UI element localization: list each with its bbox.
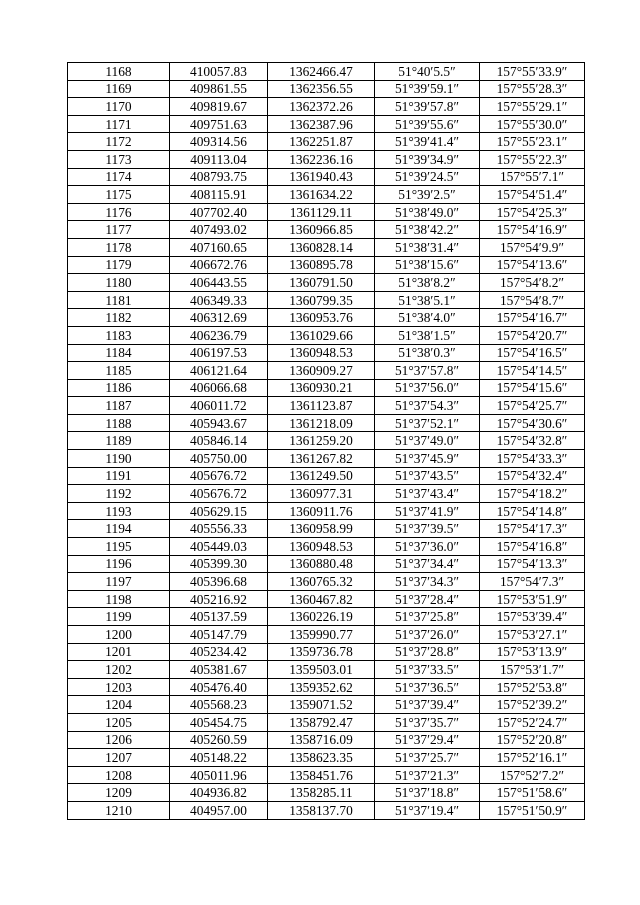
longitude-cell: 157°52′24.7″ [480, 713, 585, 731]
y-coordinate-cell: 1361634.22 [268, 186, 375, 204]
x-coordinate-cell: 406443.55 [170, 274, 268, 292]
x-coordinate-cell: 408793.75 [170, 168, 268, 186]
coordinates-table-body [68, 63, 585, 820]
table-row [68, 150, 585, 168]
table-row [68, 590, 585, 608]
y-coordinate-cell: 1360953.76 [268, 309, 375, 327]
latitude-cell: 51°39′2.5″ [375, 186, 480, 204]
longitude-cell: 157°54′13.6″ [480, 256, 585, 274]
y-coordinate-cell: 1360911.76 [268, 502, 375, 520]
y-coordinate-cell: 1362387.96 [268, 115, 375, 133]
y-coordinate-cell: 1358623.35 [268, 749, 375, 767]
x-coordinate-cell: 405750.00 [170, 450, 268, 468]
point-number-cell: 1176 [68, 203, 170, 221]
y-coordinate-cell: 1361129.11 [268, 203, 375, 221]
x-coordinate-cell: 410057.83 [170, 63, 268, 81]
point-number-cell: 1193 [68, 502, 170, 520]
point-number-cell: 1180 [68, 274, 170, 292]
longitude-cell: 157°52′53.8″ [480, 678, 585, 696]
latitude-cell: 51°40′5.5″ [375, 63, 480, 81]
y-coordinate-cell: 1360966.85 [268, 221, 375, 239]
x-coordinate-cell: 406121.64 [170, 362, 268, 380]
y-coordinate-cell: 1361267.82 [268, 450, 375, 468]
longitude-cell: 157°55′23.1″ [480, 133, 585, 151]
x-coordinate-cell: 409861.55 [170, 80, 268, 98]
table-row [68, 115, 585, 133]
table-row [68, 168, 585, 186]
longitude-cell: 157°54′20.7″ [480, 326, 585, 344]
table-row [68, 502, 585, 520]
point-number-cell: 1205 [68, 713, 170, 731]
y-coordinate-cell: 1360977.31 [268, 485, 375, 503]
y-coordinate-cell: 1362236.16 [268, 150, 375, 168]
table-row [68, 238, 585, 256]
latitude-cell: 51°37′34.4″ [375, 555, 480, 573]
x-coordinate-cell: 405629.15 [170, 502, 268, 520]
latitude-cell: 51°37′45.9″ [375, 450, 480, 468]
point-number-cell: 1198 [68, 590, 170, 608]
longitude-cell: 157°52′39.2″ [480, 696, 585, 714]
y-coordinate-cell: 1361123.87 [268, 397, 375, 415]
longitude-cell: 157°54′13.3″ [480, 555, 585, 573]
y-coordinate-cell: 1362372.26 [268, 98, 375, 116]
point-number-cell: 1178 [68, 238, 170, 256]
point-number-cell: 1181 [68, 291, 170, 309]
table-row [68, 98, 585, 116]
y-coordinate-cell: 1358792.47 [268, 713, 375, 731]
x-coordinate-cell: 406011.72 [170, 397, 268, 415]
y-coordinate-cell: 1361249.50 [268, 467, 375, 485]
latitude-cell: 51°37′19.4″ [375, 801, 480, 819]
x-coordinate-cell: 406312.69 [170, 309, 268, 327]
table-row [68, 274, 585, 292]
x-coordinate-cell: 405381.67 [170, 661, 268, 679]
latitude-cell: 51°39′55.6″ [375, 115, 480, 133]
x-coordinate-cell: 405476.40 [170, 678, 268, 696]
x-coordinate-cell: 405396.68 [170, 573, 268, 591]
longitude-cell: 157°55′33.9″ [480, 63, 585, 81]
longitude-cell: 157°54′7.3″ [480, 573, 585, 591]
point-number-cell: 1174 [68, 168, 170, 186]
latitude-cell: 51°38′8.2″ [375, 274, 480, 292]
longitude-cell: 157°54′18.2″ [480, 485, 585, 503]
x-coordinate-cell: 405449.03 [170, 538, 268, 556]
longitude-cell: 157°54′14.5″ [480, 362, 585, 380]
latitude-cell: 51°37′29.4″ [375, 731, 480, 749]
x-coordinate-cell: 405260.59 [170, 731, 268, 749]
latitude-cell: 51°37′41.9″ [375, 502, 480, 520]
latitude-cell: 51°37′35.7″ [375, 713, 480, 731]
table-row [68, 749, 585, 767]
point-number-cell: 1200 [68, 626, 170, 644]
table-row [68, 555, 585, 573]
y-coordinate-cell: 1359990.77 [268, 626, 375, 644]
point-number-cell: 1186 [68, 379, 170, 397]
table-row [68, 80, 585, 98]
y-coordinate-cell: 1361218.09 [268, 414, 375, 432]
y-coordinate-cell: 1360467.82 [268, 590, 375, 608]
y-coordinate-cell: 1359071.52 [268, 696, 375, 714]
latitude-cell: 51°39′24.5″ [375, 168, 480, 186]
table-row [68, 678, 585, 696]
x-coordinate-cell: 405676.72 [170, 467, 268, 485]
point-number-cell: 1189 [68, 432, 170, 450]
latitude-cell: 51°37′36.5″ [375, 678, 480, 696]
point-number-cell: 1208 [68, 766, 170, 784]
latitude-cell: 51°38′1.5″ [375, 326, 480, 344]
latitude-cell: 51°37′54.3″ [375, 397, 480, 415]
table-row [68, 766, 585, 784]
table-row [68, 414, 585, 432]
longitude-cell: 157°51′58.6″ [480, 784, 585, 802]
latitude-cell: 51°37′52.1″ [375, 414, 480, 432]
latitude-cell: 51°39′34.9″ [375, 150, 480, 168]
latitude-cell: 51°37′28.4″ [375, 590, 480, 608]
point-number-cell: 1201 [68, 643, 170, 661]
point-number-cell: 1190 [68, 450, 170, 468]
point-number-cell: 1206 [68, 731, 170, 749]
longitude-cell: 157°55′30.0″ [480, 115, 585, 133]
y-coordinate-cell: 1358285.11 [268, 784, 375, 802]
point-number-cell: 1197 [68, 573, 170, 591]
point-number-cell: 1194 [68, 520, 170, 538]
point-number-cell: 1182 [68, 309, 170, 327]
table-row [68, 801, 585, 819]
latitude-cell: 51°37′36.0″ [375, 538, 480, 556]
point-number-cell: 1199 [68, 608, 170, 626]
point-number-cell: 1188 [68, 414, 170, 432]
point-number-cell: 1187 [68, 397, 170, 415]
table-row [68, 608, 585, 626]
x-coordinate-cell: 405943.67 [170, 414, 268, 432]
longitude-cell: 157°54′51.4″ [480, 186, 585, 204]
longitude-cell: 157°54′8.7″ [480, 291, 585, 309]
x-coordinate-cell: 405011.96 [170, 766, 268, 784]
longitude-cell: 157°54′32.4″ [480, 467, 585, 485]
y-coordinate-cell: 1361259.20 [268, 432, 375, 450]
x-coordinate-cell: 409314.56 [170, 133, 268, 151]
x-coordinate-cell: 405148.22 [170, 749, 268, 767]
longitude-cell: 157°54′16.5″ [480, 344, 585, 362]
point-number-cell: 1185 [68, 362, 170, 380]
table-row [68, 344, 585, 362]
y-coordinate-cell: 1360948.53 [268, 344, 375, 362]
y-coordinate-cell: 1361029.66 [268, 326, 375, 344]
table-row [68, 63, 585, 81]
latitude-cell: 51°37′21.3″ [375, 766, 480, 784]
y-coordinate-cell: 1360226.19 [268, 608, 375, 626]
table-row [68, 661, 585, 679]
x-coordinate-cell: 405676.72 [170, 485, 268, 503]
y-coordinate-cell: 1360948.53 [268, 538, 375, 556]
y-coordinate-cell: 1358451.76 [268, 766, 375, 784]
y-coordinate-cell: 1360791.50 [268, 274, 375, 292]
latitude-cell: 51°37′43.4″ [375, 485, 480, 503]
point-number-cell: 1209 [68, 784, 170, 802]
latitude-cell: 51°37′33.5″ [375, 661, 480, 679]
table-row [68, 432, 585, 450]
point-number-cell: 1207 [68, 749, 170, 767]
longitude-cell: 157°55′29.1″ [480, 98, 585, 116]
point-number-cell: 1179 [68, 256, 170, 274]
x-coordinate-cell: 406236.79 [170, 326, 268, 344]
longitude-cell: 157°53′51.9″ [480, 590, 585, 608]
table-row [68, 291, 585, 309]
x-coordinate-cell: 408115.91 [170, 186, 268, 204]
table-row [68, 731, 585, 749]
x-coordinate-cell: 406066.68 [170, 379, 268, 397]
longitude-cell: 157°55′7.1″ [480, 168, 585, 186]
x-coordinate-cell: 406349.33 [170, 291, 268, 309]
point-number-cell: 1210 [68, 801, 170, 819]
longitude-cell: 157°54′25.3″ [480, 203, 585, 221]
x-coordinate-cell: 405399.30 [170, 555, 268, 573]
point-number-cell: 1192 [68, 485, 170, 503]
latitude-cell: 51°37′39.5″ [375, 520, 480, 538]
latitude-cell: 51°37′26.0″ [375, 626, 480, 644]
x-coordinate-cell: 405846.14 [170, 432, 268, 450]
point-number-cell: 1173 [68, 150, 170, 168]
longitude-cell: 157°54′16.9″ [480, 221, 585, 239]
latitude-cell: 51°39′41.4″ [375, 133, 480, 151]
latitude-cell: 51°37′25.7″ [375, 749, 480, 767]
table-row [68, 467, 585, 485]
y-coordinate-cell: 1360765.32 [268, 573, 375, 591]
longitude-cell: 157°54′33.3″ [480, 450, 585, 468]
point-number-cell: 1169 [68, 80, 170, 98]
longitude-cell: 157°53′1.7″ [480, 661, 585, 679]
point-number-cell: 1170 [68, 98, 170, 116]
x-coordinate-cell: 407160.65 [170, 238, 268, 256]
y-coordinate-cell: 1361940.43 [268, 168, 375, 186]
latitude-cell: 51°38′42.2″ [375, 221, 480, 239]
longitude-cell: 157°52′16.1″ [480, 749, 585, 767]
longitude-cell: 157°54′17.3″ [480, 520, 585, 538]
latitude-cell: 51°37′56.0″ [375, 379, 480, 397]
point-number-cell: 1196 [68, 555, 170, 573]
table-row [68, 221, 585, 239]
longitude-cell: 157°54′30.6″ [480, 414, 585, 432]
longitude-cell: 157°54′25.7″ [480, 397, 585, 415]
x-coordinate-cell: 405147.79 [170, 626, 268, 644]
latitude-cell: 51°38′0.3″ [375, 344, 480, 362]
latitude-cell: 51°38′5.1″ [375, 291, 480, 309]
longitude-cell: 157°52′20.8″ [480, 731, 585, 749]
point-number-cell: 1204 [68, 696, 170, 714]
x-coordinate-cell: 406197.53 [170, 344, 268, 362]
table-row [68, 397, 585, 415]
point-number-cell: 1183 [68, 326, 170, 344]
table-row [68, 696, 585, 714]
y-coordinate-cell: 1360799.35 [268, 291, 375, 309]
y-coordinate-cell: 1362251.87 [268, 133, 375, 151]
point-number-cell: 1175 [68, 186, 170, 204]
latitude-cell: 51°37′18.8″ [375, 784, 480, 802]
y-coordinate-cell: 1362356.55 [268, 80, 375, 98]
y-coordinate-cell: 1360958.99 [268, 520, 375, 538]
x-coordinate-cell: 404957.00 [170, 801, 268, 819]
x-coordinate-cell: 405454.75 [170, 713, 268, 731]
latitude-cell: 51°38′31.4″ [375, 238, 480, 256]
y-coordinate-cell: 1360930.21 [268, 379, 375, 397]
point-number-cell: 1195 [68, 538, 170, 556]
longitude-cell: 157°54′8.2″ [480, 274, 585, 292]
x-coordinate-cell: 405568.23 [170, 696, 268, 714]
longitude-cell: 157°54′14.8″ [480, 502, 585, 520]
x-coordinate-cell: 409751.63 [170, 115, 268, 133]
table-row [68, 485, 585, 503]
latitude-cell: 51°37′25.8″ [375, 608, 480, 626]
longitude-cell: 157°53′39.4″ [480, 608, 585, 626]
table-row [68, 520, 585, 538]
y-coordinate-cell: 1359352.62 [268, 678, 375, 696]
point-number-cell: 1172 [68, 133, 170, 151]
latitude-cell: 51°37′43.5″ [375, 467, 480, 485]
point-number-cell: 1203 [68, 678, 170, 696]
longitude-cell: 157°53′13.9″ [480, 643, 585, 661]
longitude-cell: 157°55′28.3″ [480, 80, 585, 98]
x-coordinate-cell: 407702.40 [170, 203, 268, 221]
y-coordinate-cell: 1362466.47 [268, 63, 375, 81]
latitude-cell: 51°37′39.4″ [375, 696, 480, 714]
point-number-cell: 1168 [68, 63, 170, 81]
table-row [68, 713, 585, 731]
table-row [68, 573, 585, 591]
point-number-cell: 1202 [68, 661, 170, 679]
longitude-cell: 157°51′50.9″ [480, 801, 585, 819]
latitude-cell: 51°37′49.0″ [375, 432, 480, 450]
table-row [68, 362, 585, 380]
point-number-cell: 1171 [68, 115, 170, 133]
longitude-cell: 157°54′32.8″ [480, 432, 585, 450]
x-coordinate-cell: 405216.92 [170, 590, 268, 608]
table-row [68, 133, 585, 151]
table-row [68, 379, 585, 397]
table-row [68, 203, 585, 221]
y-coordinate-cell: 1360909.27 [268, 362, 375, 380]
latitude-cell: 51°39′59.1″ [375, 80, 480, 98]
longitude-cell: 157°54′16.7″ [480, 309, 585, 327]
x-coordinate-cell: 404936.82 [170, 784, 268, 802]
longitude-cell: 157°54′16.8″ [480, 538, 585, 556]
x-coordinate-cell: 406672.76 [170, 256, 268, 274]
x-coordinate-cell: 405137.59 [170, 608, 268, 626]
coordinates-table [67, 62, 585, 820]
table-row [68, 186, 585, 204]
latitude-cell: 51°37′28.8″ [375, 643, 480, 661]
latitude-cell: 51°38′4.0″ [375, 309, 480, 327]
y-coordinate-cell: 1359503.01 [268, 661, 375, 679]
longitude-cell: 157°54′15.6″ [480, 379, 585, 397]
table-row [68, 256, 585, 274]
latitude-cell: 51°39′57.8″ [375, 98, 480, 116]
x-coordinate-cell: 409113.04 [170, 150, 268, 168]
longitude-cell: 157°54′9.9″ [480, 238, 585, 256]
x-coordinate-cell: 405556.33 [170, 520, 268, 538]
table-row [68, 309, 585, 327]
x-coordinate-cell: 407493.02 [170, 221, 268, 239]
y-coordinate-cell: 1358137.70 [268, 801, 375, 819]
point-number-cell: 1184 [68, 344, 170, 362]
table-row [68, 626, 585, 644]
longitude-cell: 157°52′7.2″ [480, 766, 585, 784]
x-coordinate-cell: 409819.67 [170, 98, 268, 116]
table-row [68, 784, 585, 802]
latitude-cell: 51°37′57.8″ [375, 362, 480, 380]
point-number-cell: 1177 [68, 221, 170, 239]
x-coordinate-cell: 405234.42 [170, 643, 268, 661]
y-coordinate-cell: 1359736.78 [268, 643, 375, 661]
table-row [68, 450, 585, 468]
latitude-cell: 51°38′49.0″ [375, 203, 480, 221]
latitude-cell: 51°37′34.3″ [375, 573, 480, 591]
latitude-cell: 51°38′15.6″ [375, 256, 480, 274]
table-row [68, 538, 585, 556]
y-coordinate-cell: 1358716.09 [268, 731, 375, 749]
table-row [68, 326, 585, 344]
y-coordinate-cell: 1360828.14 [268, 238, 375, 256]
table-row [68, 643, 585, 661]
longitude-cell: 157°55′22.3″ [480, 150, 585, 168]
point-number-cell: 1191 [68, 467, 170, 485]
longitude-cell: 157°53′27.1″ [480, 626, 585, 644]
y-coordinate-cell: 1360895.78 [268, 256, 375, 274]
y-coordinate-cell: 1360880.48 [268, 555, 375, 573]
